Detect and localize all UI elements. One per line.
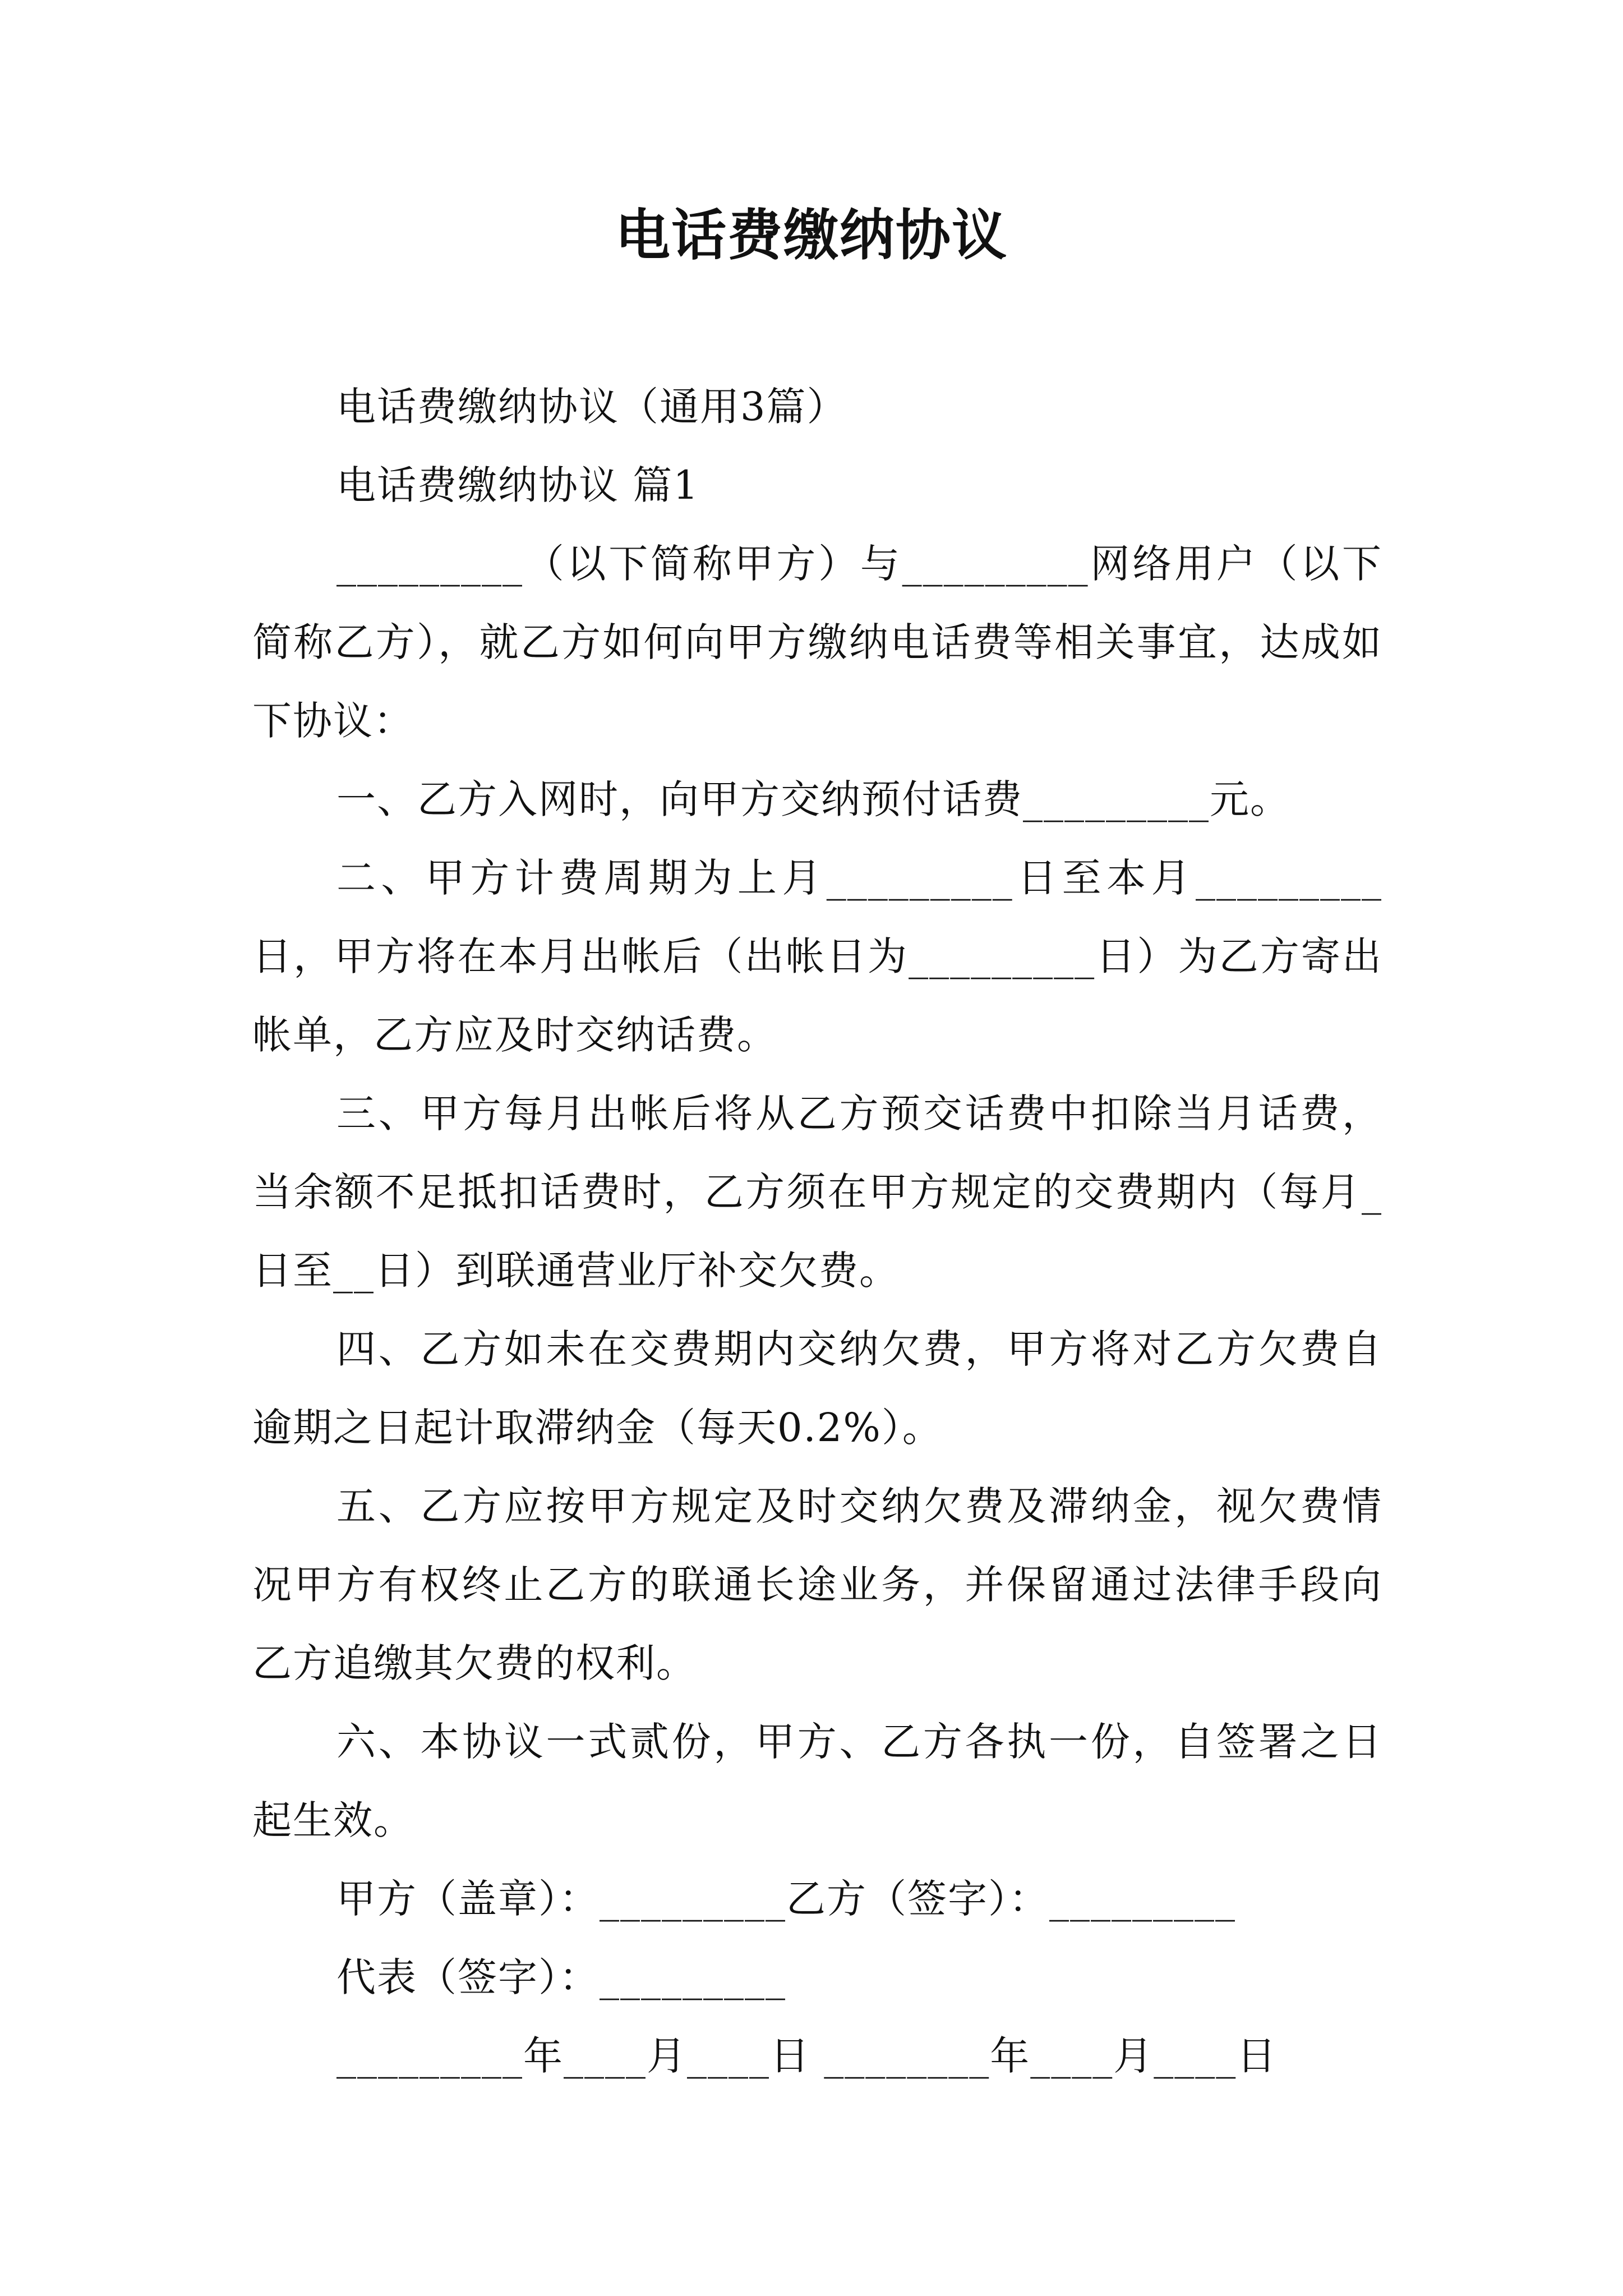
paragraph-intro: _________（以下简称甲方）与_________网络用户（以下简称乙方），就乙方如何向甲方缴纳电话费等相关事宜，达成如下协议： — [252, 541, 1382, 744]
document-title: 电话费缴纳协议 — [615, 203, 1008, 268]
clause-6: 六、本协议一式贰份，甲方、乙方各执一份，自签署之日起生效。 — [252, 1719, 1382, 1843]
representative-line: 代表（签字）：_________ — [336, 1954, 786, 2000]
clause-4: 四、乙方如未在交费期内交纳欠费，甲方将对乙方欠费自逾期之日起计取滞纳金（每天0.2%）。 — [252, 1326, 1382, 1451]
clause-5: 五、乙方应按甲方规定及时交纳欠费及滞纳金，视欠费情况甲方有权终止乙方的联通长途业务，并保留通过法律手段向乙方追缴其欠费的权利。 — [252, 1483, 1382, 1686]
subtitle: 电话费缴纳协议（通用3篇） — [336, 384, 847, 430]
date-line: _________年____月____日 ________年____月____日 — [336, 2033, 1278, 2079]
clause-1: 一、乙方入网时，向甲方交纳预付话费_________元。 — [336, 776, 1290, 822]
section-heading: 电话费缴纳协议 篇1 — [336, 462, 699, 508]
signature-party-line: 甲方（盖章）：_________乙方（签字）：_________ — [336, 1876, 1236, 1922]
clause-2: 二、甲方计费周期为上月_________日至本月_________日，甲方将在本月出帐后（出帐日为_________日）为乙方寄出帐单，乙方应及时交纳话费。 — [252, 855, 1382, 1058]
clause-3: 三、甲方每月出帐后将从乙方预交话费中扣除当月话费，当余额不足抵扣话费时，乙方须在甲方规定的交费期内（每月_日至__日）到联通营业厅补交欠费。 — [252, 1091, 1382, 1294]
